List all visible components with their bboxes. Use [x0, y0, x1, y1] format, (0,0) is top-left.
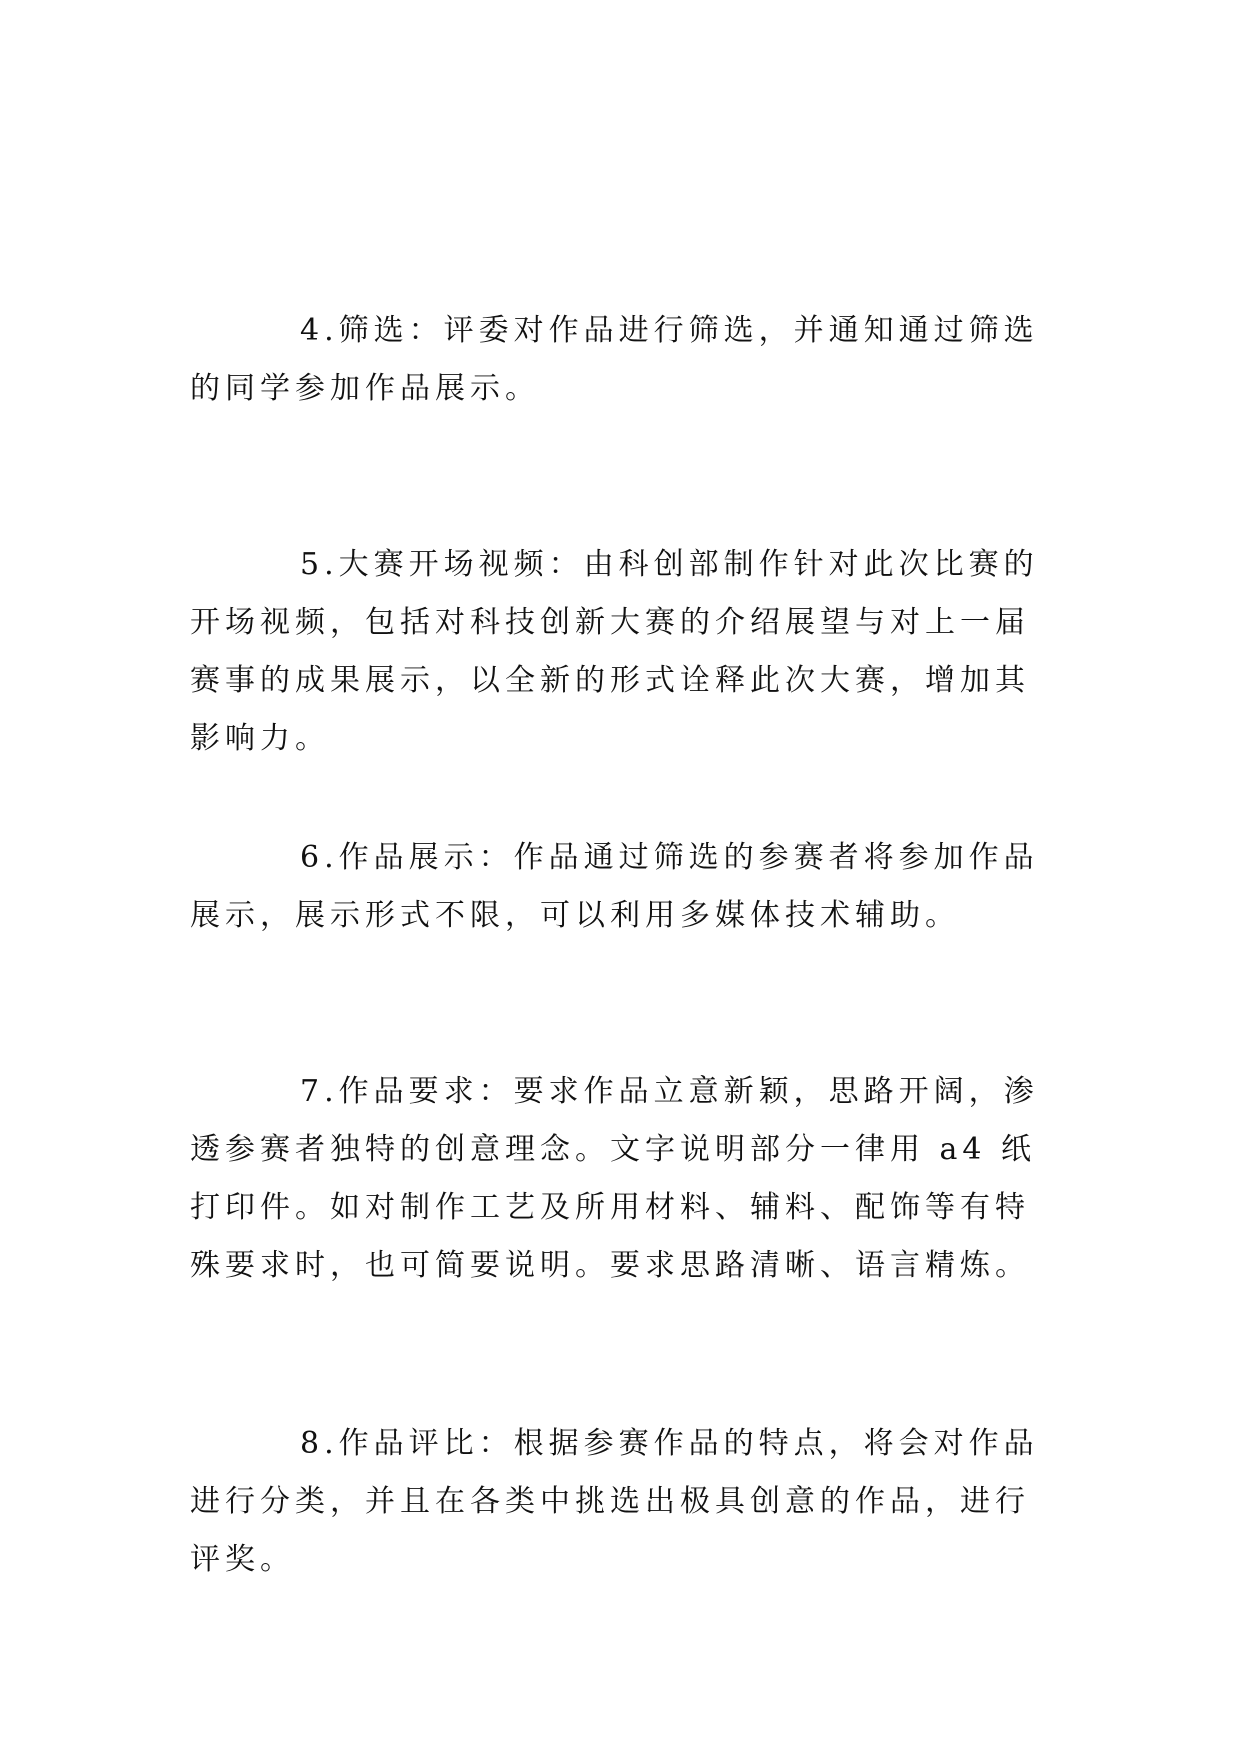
paragraph-opening-video: 5.大赛开场视频：由科创部制作针对此次比赛的开场视频，包括对科技创新大赛的介绍展望与对上一届赛事的成果展示，以全新的形式诠释此次大赛，增加其影响力。: [190, 547, 1039, 756]
paragraph-work-requirements: 7.作品要求：要求作品立意新颖，思路开阔，渗透参赛者独特的创意理念。文字说明部分一律用 a4 纸打印件。如对制作工艺及所用材料、辅料、配饰等有特殊要求时，也可简要说明。要求思路清晰、语言精炼。: [190, 1074, 1039, 1283]
paragraph-work-evaluation: 8.作品评比：根据参赛作品的特点，将会对作品进行分类，并且在各类中挑选出极具创意的作品，进行评奖。: [190, 1426, 1039, 1577]
paragraph-screening: 4.筛选：评委对作品进行筛选，并通知通过筛选的同学参加作品展示。: [190, 313, 1039, 406]
paragraph-work-display: 6.作品展示：作品通过筛选的参赛者将参加作品展示，展示形式不限，可以利用多媒体技术辅助。: [190, 840, 1039, 933]
